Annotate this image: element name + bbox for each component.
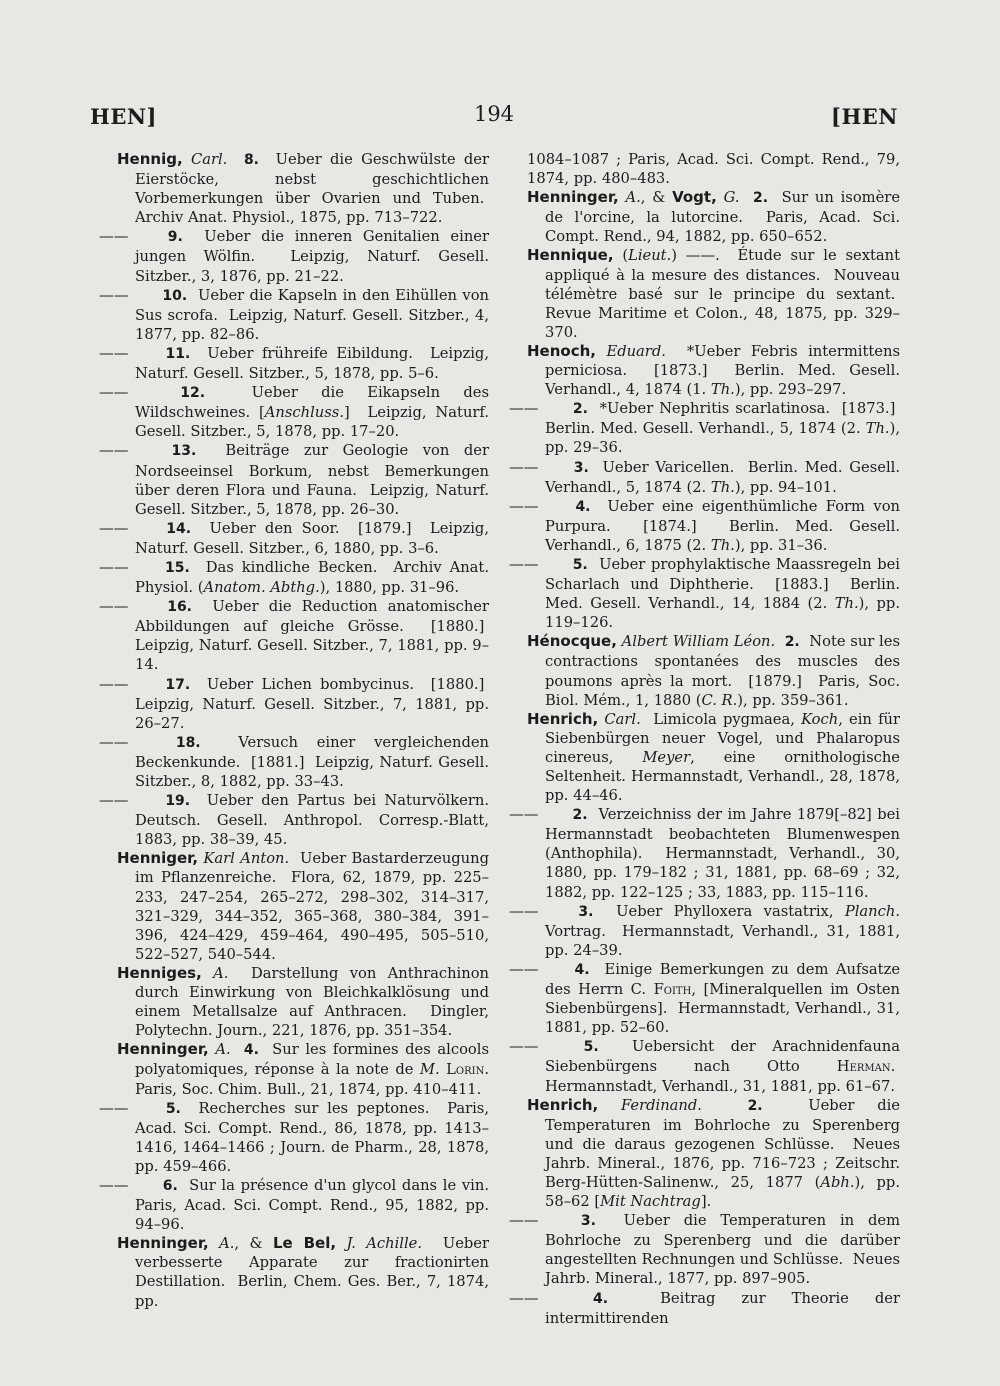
- bibliography-entry: Henninger, A. 4. Sur les formines des alcools polyatomiques, réponse à la note de M. Lorin. Paris, Soc. Chim. Bull., 21, 1874, pp. 410–411.: [117, 1040, 489, 1098]
- bibliography-entry: Hennique, (Lieut.) ——. Étude sur le sextant appliqué à la mesure des distances. Nouveau télémètre basé sur le principe du sextant. Revue Maritime et Colon., 48, 1875, pp. 329–370.: [527, 246, 900, 341]
- left-column: [99, 150, 490, 1311]
- bibliography-entry: Henniges, A. Darstellung von Anthrachinon durch Einwirkung von Bleichkalklösung und einem Metallsalze auf Anthracen. Dingler, Polytechn. Journ., 221, 1876, pp. 351–354.: [117, 963, 489, 1040]
- bibliography-entry: Henrich, Carl. Limicola pygmaea, Koch, ein für Siebenbürgen neuer Vogel, und Phalaropus cinereus, Meyer, eine ornithologische Seltenheit. Hermannstadt, Verhandl., 28, 1878, pp. 44–46.: [527, 709, 900, 805]
- header-left: HEN]: [90, 104, 157, 129]
- bibliography-entry: —— 9. Ueber die inneren Genitalien einer jungen Wölfin. Leipzig, Naturf. Gesell. Sitzber., 3, 1876, pp. 21–22.: [99, 228, 489, 285]
- bibliography-entry: 1084–1087 ; Paris, Acad. Sci. Compt. Rend., 79, 1874, pp. 480–483.: [527, 151, 900, 188]
- bibliography-entry: —— 12. Ueber die Eikapseln des Wildschweines. [Anschluss.] Leipzig, Naturf. Gesell. Sitzber., 5, 1878, pp. 17–20.: [99, 384, 490, 441]
- bibliography-entry: —— 10. Ueber die Kapseln in den Eihüllen von Sus scrofa. Leipzig, Naturf. Gesell. Sitzber., 4, 1877, pp. 82–86.: [99, 286, 489, 343]
- right-column: [509, 150, 901, 1328]
- bibliography-entry: —— 5. Recherches sur les peptones. Paris, Acad. Sci. Compt. Rend., 86, 1878, pp. 1413–1416, 1464–1466 ; Journ. de Pharm., 28, 1878, pp. 459–466.: [99, 1099, 489, 1175]
- bibliography-entry: —— 2. Verzeichniss der im Jahre 1879[–82] bei Hermannstadt beobachteten Blumenwespen (Anthophila). Hermannstadt, Verhandl., 30, 1880, pp. 179–182 ; 31, 1881, pp. 68–69 ; 32, 1882, pp. 122–125 ; 33, 1883, pp. 115–116.: [509, 806, 900, 901]
- bibliography-entry: —— 6. Sur la présence d'un glycol dans le vin. Paris, Acad. Sci. Compt. Rend., 95, 1882, pp. 94–96.: [99, 1176, 489, 1234]
- bibliography-entry: —— 4. Ueber eine eigenthümliche Form von Purpura. [1874.] Berlin. Med. Gesell. Verhandl., 6, 1875 (2. Th.), pp. 31–36.: [509, 497, 901, 554]
- bibliography-entry: Henninger, A., & Le Bel, J. Achille. Ueber verbesserte Apparate zur fractionirten Destillation. Berlin, Chem. Ges. Ber., 7, 1874, pp.: [117, 1234, 489, 1310]
- bibliography-entry: Henrich, Ferdinand. 2. Ueber die Temperaturen im Bohrloche zu Sperenberg und die daraus gezogenen Schlüsse. Neues Jahrb. Mineral., 1876, pp. 716–723 ; Zeitschr. Berg-Hütten-Salinenw., 25, 1877 (Abh.), pp. 58–62 [Mit Nachtrag].: [527, 1095, 900, 1211]
- bibliography-entry: —— 13. Beiträge zur Geologie von der Nordseeinsel Borkum, nebst Bemerkungen über deren Flora und Fauna. Leipzig, Naturf. Gesell. Sitzber., 5, 1878, pp. 26–30.: [99, 442, 489, 518]
- bibliography-entry: Hénocque, Albert William Léon. 2. Note sur les contractions spontanées des muscles des poumons après la mort. [1879.] Paris, Soc. Biol. Mém., 1, 1880 (C. R.), pp. 359–361.: [527, 632, 900, 709]
- bibliography-entry: —— 3. Ueber die Temperaturen in dem Bohrloche zu Sperenberg und die darüber angestellten Rechnungen und Schlüsse. Neues Jahrb. Mineral., 1877, pp. 897–905.: [509, 1212, 900, 1288]
- bibliography-entry: —— 18. Versuch einer vergleichenden Beckenkunde. [1881.] Leipzig, Naturf. Gesell. Sitzber., 8, 1882, pp. 33–43.: [99, 733, 490, 790]
- bibliography-entry: —— 15. Das kindliche Becken. Archiv Anat. Physiol. (Anatom. Abthg.), 1880, pp. 31–96.: [99, 558, 489, 597]
- running-header: [90, 100, 898, 140]
- bibliography-entry: Hennig, Carl. 8. Ueber die Geschwülste der Eierstöcke, nebst geschichtlichen Vorbemerkungen über Ovarien und Tuben. Archiv Anat. Physiol., 1875, pp. 713–722.: [117, 150, 490, 227]
- page-number: 194: [473, 102, 515, 126]
- header-right: [HEN: [831, 104, 898, 129]
- bibliography-entry: —— 16. Ueber die Reduction anatomischer Abbildungen auf gleiche Grösse. [1880.] Leipzig, Naturf. Gesell. Sitzber., 7, 1881, pp. 9–14.: [99, 598, 489, 674]
- bibliography-entry: —— 11. Ueber frühreife Eibildung. Leipzig, Naturf. Gesell. Sitzber., 5, 1878, pp. 5–6.: [99, 344, 489, 383]
- bibliography-entry: —— 2. *Ueber Nephritis scarlatinosa. [1873.] Berlin. Med. Gesell. Verhandl., 5, 1874 (2. Th.), pp. 29–36.: [509, 400, 900, 457]
- bibliography-entry: —— 4. Beitrag zur Theorie der intermittirenden: [509, 1289, 900, 1327]
- bibliography-entry: —— 3. Ueber Varicellen. Berlin. Med. Gesell. Verhandl., 5, 1874 (2. Th.), pp. 94–101.: [509, 458, 901, 496]
- bibliography-entry: Henoch, Eduard. *Ueber Febris intermittens perniciosa. [1873.] Berlin. Med. Gesell. Verhandl., 4, 1874 (1. Th.), pp. 293–297.: [527, 341, 900, 399]
- bibliography-entry: —— 3. Ueber Phylloxera vastatrix, Planch. Vortrag. Hermannstadt, Verhandl., 31, 1881, pp. 24–39.: [509, 902, 900, 959]
- bibliography-entry: —— 14. Ueber den Soor. [1879.] Leipzig, Naturf. Gesell. Sitzber., 6, 1880, pp. 3–6.: [99, 519, 489, 557]
- bibliography-entry: Henninger, A., & Vogt, G. 2. Sur un isomère de l'orcine, la lutorcine. Paris, Acad. Sci. Compt. Rend., 94, 1882, pp. 650–652.: [527, 188, 901, 246]
- bibliography-entry: —— 17. Ueber Lichen bombycinus. [1880.] Leipzig, Naturf. Gesell. Sitzber., 7, 1881, pp. 26–27.: [99, 675, 489, 732]
- bibliography-entry: —— 5. Ueber prophylaktische Maassregeln bei Scharlach und Diphtherie. [1883.] Berlin. Med. Gesell. Verhandl., 14, 1884 (2. Th.), pp. 119–126.: [509, 555, 900, 632]
- bibliography-entry: —— 5. Uebersicht der Arachnidenfauna Siebenbürgens nach Otto Herman. Hermannstadt, Verhandl., 31, 1881, pp. 61–67.: [509, 1038, 900, 1095]
- bibliography-entry: —— 19. Ueber den Partus bei Naturvölkern. Deutsch. Gesell. Anthropol. Corresp.-Blatt, 1883, pp. 38–39, 45.: [99, 792, 489, 849]
- bibliography-entry: Henniger, Karl Anton. Ueber Bastarderzeugung im Pflanzenreiche. Flora, 62, 1879, pp. 225–233, 247–254, 265–272, 298–302, 314–317, 321–329, 344–352, 365–368, 380–384, 391–396, 424–429, 459–464, 490–495, 505–510, 522–527, 540–544.: [117, 849, 490, 963]
- bibliography-entry: —— 4. Einige Bemerkungen zu dem Aufsatze des Herrn C. Foith, [Mineralquellen im Osten Siebenbürgens]. Hermannstadt, Verhandl., 31, 1881, pp. 52–60.: [509, 960, 901, 1037]
